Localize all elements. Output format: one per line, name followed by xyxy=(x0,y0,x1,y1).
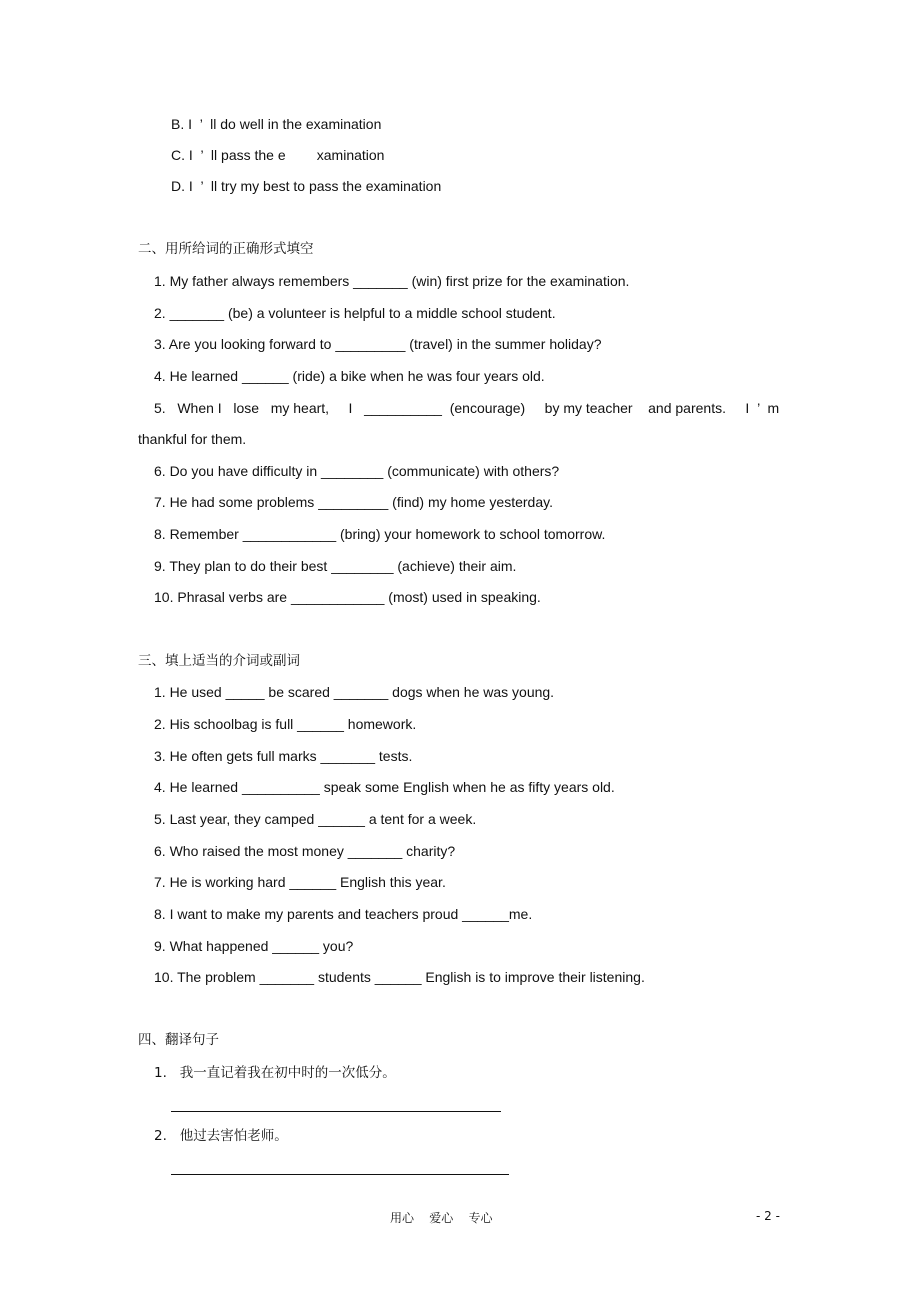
section4-item-2: 2. 他过去害怕老师。 xyxy=(154,1128,288,1144)
section3-item-4: 4. He learned __________ speak some English when he as fifty years old. xyxy=(154,779,615,795)
section3-item-10: 10. The problem _______ students ______ English is to improve their listening. xyxy=(154,969,645,985)
section2-heading: 二、用所给词的正确形式填空 xyxy=(138,241,314,257)
section2-item-8: 8. Remember ____________ (bring) your homework to school tomorrow. xyxy=(154,526,606,542)
section2-item-6: 6. Do you have difficulty in ________ (communicate) with others? xyxy=(154,463,560,479)
answer-line-1 xyxy=(171,1111,501,1112)
section2-item-4: 4. He learned ______ (ride) a bike when he was four years old. xyxy=(154,368,545,384)
answer-line-2 xyxy=(171,1174,509,1175)
option-d: D. I ’ ll try my best to pass the examination xyxy=(171,178,442,194)
section2-item-3: 3. Are you looking forward to _________ (travel) in the summer holiday? xyxy=(154,336,602,352)
section3-item-6: 6. Who raised the most money _______ charity? xyxy=(154,843,456,859)
page-number: - 2 - xyxy=(756,1209,780,1223)
section2-item-5: 5. When I lose my heart, I __________ (encourage) by my teacher and parents. I ’ m xyxy=(154,400,780,416)
section3-item-8: 8. I want to make my parents and teachers proud ______me. xyxy=(154,906,533,922)
section3-item-2: 2. His schoolbag is full ______ homework. xyxy=(154,716,417,732)
section3-heading: 三、填上适当的介词或副词 xyxy=(138,653,300,669)
section4-heading: 四、翻译句子 xyxy=(138,1032,219,1048)
section2-item-5-cont: thankful for them. xyxy=(138,431,247,447)
option-b: B. I ’ ll do well in the examination xyxy=(171,116,382,132)
section2-item-10: 10. Phrasal verbs are ____________ (most) used in speaking. xyxy=(154,589,541,605)
section4-item-1: 1. 我一直记着我在初中时的一次低分。 xyxy=(154,1065,396,1081)
section2-item-1: 1. My father always remembers _______ (win) first prize for the examination. xyxy=(154,273,630,289)
section2-item-9: 9. They plan to do their best ________ (achieve) their aim. xyxy=(154,558,517,574)
footer-motto: 用心 爱心 专心 xyxy=(390,1211,493,1225)
section3-item-5: 5. Last year, they camped ______ a tent for a week. xyxy=(154,811,477,827)
section3-item-3: 3. He often gets full marks _______ tests. xyxy=(154,748,413,764)
section3-item-1: 1. He used _____ be scared _______ dogs when he was young. xyxy=(154,684,555,700)
section3-item-9: 9. What happened ______ you? xyxy=(154,938,354,954)
section2-item-7: 7. He had some problems _________ (find) my home yesterday. xyxy=(154,494,553,510)
section2-item-2: 2. _______ (be) a volunteer is helpful to a middle school student. xyxy=(154,305,556,321)
section3-item-7: 7. He is working hard ______ English this year. xyxy=(154,874,446,890)
option-c: C. I ’ ll pass the e xamination xyxy=(171,147,385,163)
